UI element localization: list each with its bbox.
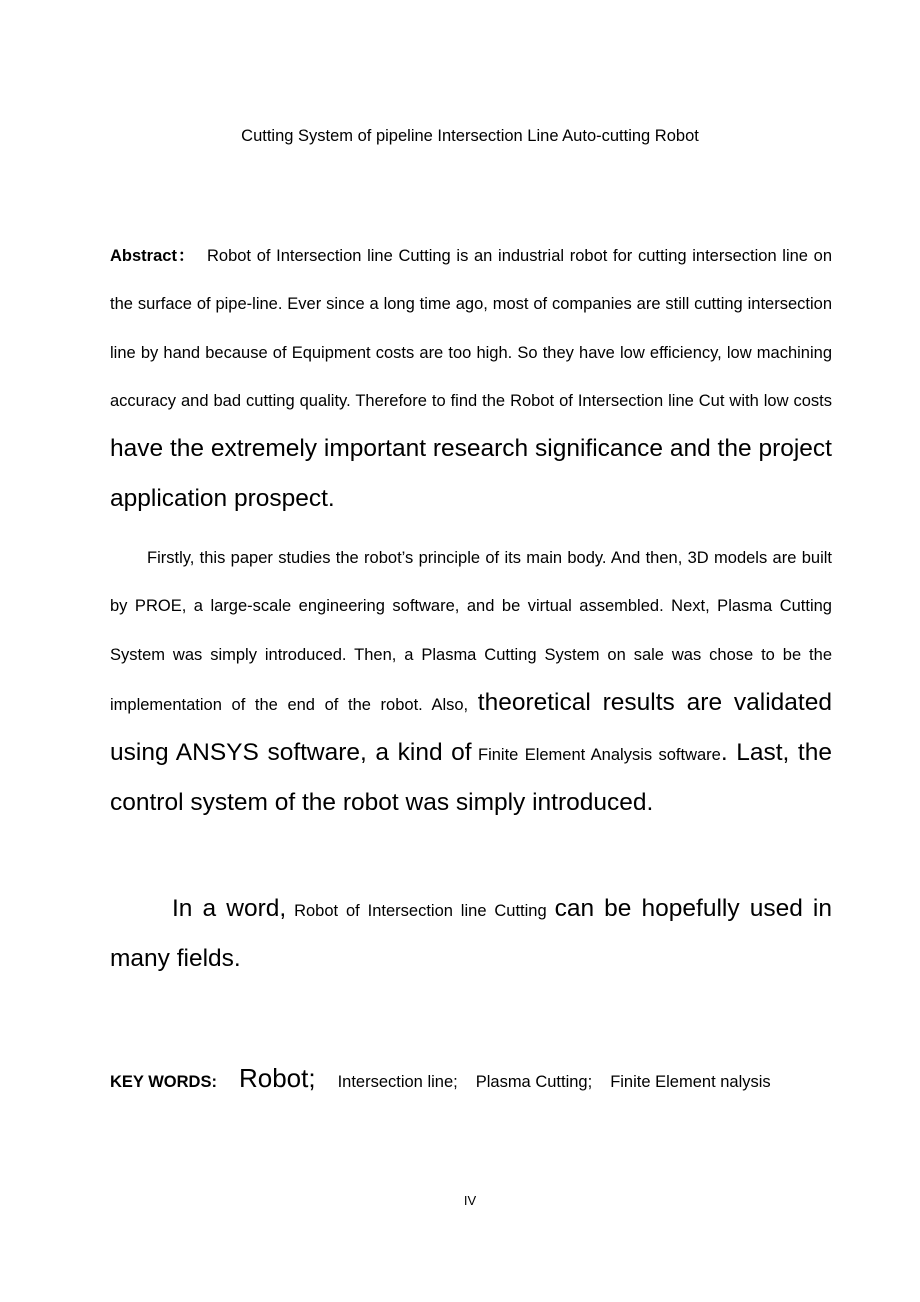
paper-title: Cutting System of pipeline Intersection Line Auto-cutting Robot — [241, 127, 699, 145]
body-paragraph-conclusion — [110, 885, 832, 986]
keyword-finite-element: Finite Element nalysis — [610, 1073, 771, 1091]
conclusion-text-2: Robot of Intersection line Cutting — [294, 902, 547, 920]
conclusion-text-3: can be hopefully used in many fields. — [110, 895, 833, 973]
keywords-label: KEY WORDS: — [110, 1073, 217, 1091]
keyword-robot: Robot; — [238, 1063, 316, 1093]
methods-text-2: theoretical results are validated using ANSYS software, a kind of — [110, 688, 832, 767]
methods-text-3: Finite Element Analysis software — [477, 746, 721, 765]
methods-text-4: . Last, the control system of the robot was simply introduced. — [110, 739, 832, 817]
abstract-label: Abstract： — [110, 247, 196, 265]
abstract-text-small: Robot of Intersection line Cutting is an industrial robot for cutting intersection line on the surface of pipe-line. Ever since a long time ago, most of companies are still cutting intersection line by hand because of Equipment costs are too high. So they have low efficiency, low machining accuracy and bad cutting quality. Therefore to find the Robot of Intersection line Cut with low costs — [110, 247, 833, 410]
abstract-text-large: have the extremely important research significance and the project application prospect. — [110, 435, 832, 513]
keywords-line — [110, 1058, 830, 1102]
body-paragraph-methods — [110, 534, 832, 830]
keyword-intersection-line: Intersection line; — [337, 1073, 458, 1091]
abstract-paragraph — [110, 232, 832, 526]
keyword-plasma-cutting: Plasma Cutting; — [475, 1073, 593, 1091]
page-number: IV — [463, 1193, 477, 1208]
methods-text-1: Firstly, this paper studies the robot’s principle of its main body. And then, 3D models are built by PROE, a large-scale engineering software, and be virtual assembled. Next, Plasma Cutting System was simply introduced. Then, a Plasma Cutting System on sale was chose to be the implementation of the end of the robot. Also, — [110, 549, 832, 714]
conclusion-text-1: In a word, — [172, 895, 287, 922]
